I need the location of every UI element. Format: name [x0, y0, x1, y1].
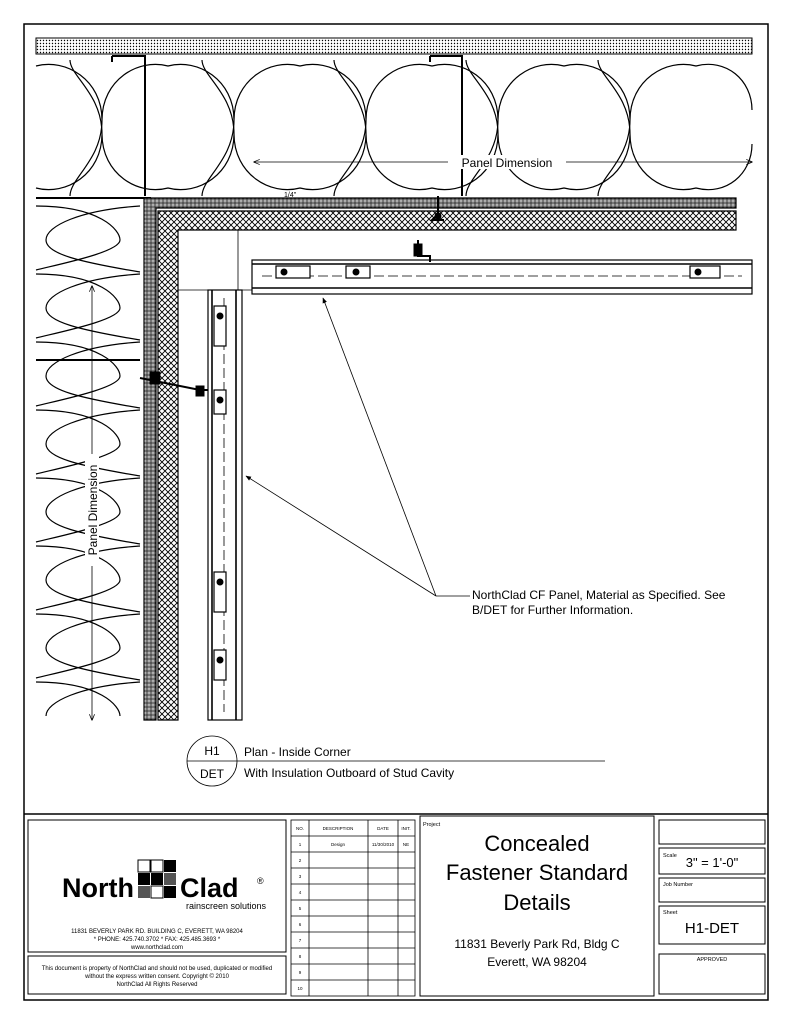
disclaimer-line-3: NorthClad All Rights Reserved [116, 982, 198, 988]
project-title-line-2: Fastener Standard [445, 860, 629, 885]
callout-text-line-1: NorthClad CF Panel, Material as Specified. See [472, 588, 726, 602]
project-title-line-1: Concealed [484, 831, 590, 856]
northclad-logo [138, 860, 176, 898]
job-number-label: Job Number [663, 882, 693, 888]
rev-row-no: 10 [297, 986, 303, 991]
disclaimer-line-2: without the express written consent. Copyright © 2010 [85, 974, 229, 980]
rev-row-no: 3 [298, 874, 302, 879]
rev-row-no: 2 [298, 858, 302, 863]
company-phone-fax: * PHONE: 425.740.3702 * FAX: 425.485.3693 * [93, 937, 221, 943]
detail-subtitle: With Insulation Outboard of Stud Cavity [244, 766, 455, 780]
detail-id: H1 [204, 744, 220, 758]
insulation-batt-horizontal [36, 60, 752, 196]
logo-text-north: North [62, 873, 134, 903]
rev-header-no: NO. [295, 826, 305, 831]
logo-text-clad: Clad [180, 873, 239, 903]
approved-label: APPROVED [696, 957, 728, 963]
rev-header-init: INIT. [401, 826, 411, 831]
rev-row-no: 7 [298, 938, 302, 943]
exterior-finish-strip [36, 38, 752, 54]
sheet-label: Sheet [663, 910, 678, 916]
company-address: 11831 BEVERLY PARK RD. BUILDING C, EVERETT, WA 98204 [71, 929, 243, 935]
rev-header-date: DATE [377, 826, 389, 831]
logo-tagline: rainscreen solutions [186, 901, 267, 911]
disclaimer-line-1: This document is property of NorthClad and should not be used, duplicated or modified [41, 966, 273, 972]
rev-header-description: DESCRIPTION [322, 826, 354, 831]
callout-leaders [246, 298, 470, 596]
sheet-border [24, 24, 768, 1000]
rev-row-no: 4 [298, 890, 302, 895]
logo-registered-mark: ® [257, 876, 264, 886]
project-address-line-1: 11831 Beverly Park Rd, Bldg C [454, 937, 620, 951]
rev-row-no: 5 [298, 906, 302, 911]
rev-row-description: Design [330, 842, 346, 847]
gap-label: 1/4" [284, 192, 297, 199]
callout-text-line-2: B/DET for Further Information. [472, 603, 634, 617]
revision-table [291, 820, 415, 996]
sheet-value: H1-DET [684, 920, 740, 937]
rev-row-no: 1 [298, 842, 302, 847]
company-website: www.northclad.com [130, 945, 184, 951]
rev-row-no: 9 [298, 970, 302, 975]
rev-row-no: 6 [298, 922, 302, 927]
scale-value: 3" = 1'-0" [685, 855, 739, 870]
project-label: Project [423, 822, 441, 828]
dimension-label-horizontal: Panel Dimension [461, 156, 553, 170]
rev-row-init: NE [402, 842, 410, 847]
detail-sheet-ref: DET [200, 767, 224, 781]
detail-title: Plan - Inside Corner [244, 745, 351, 759]
project-address-line-2: Everett, WA 98204 [487, 955, 587, 969]
corner-gap [178, 230, 252, 290]
rev-row-no: 8 [298, 954, 302, 959]
rev-row-date: 11/30/2010 [371, 842, 395, 847]
scale-label: Scale [663, 853, 677, 859]
project-title-line-3: Details [503, 890, 571, 915]
sheet-info-boxes [659, 820, 765, 994]
dimension-label-vertical: Panel Dimension [86, 464, 100, 556]
